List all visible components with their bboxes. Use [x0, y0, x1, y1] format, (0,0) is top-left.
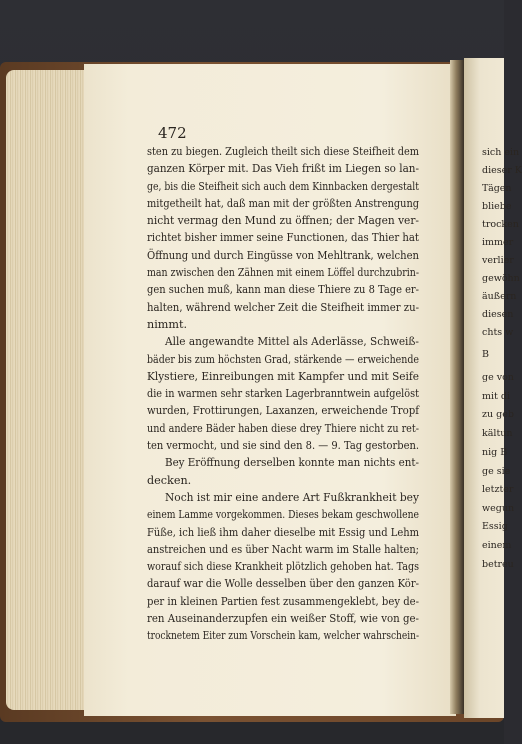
text-line: darauf war die Wolle desselben über den ganzen Kör- [147, 577, 419, 591]
right-page-fragment: immer [482, 237, 514, 248]
text-line: und andere Bäder haben diese drey Thiere nicht zu ret- [147, 421, 419, 435]
right-page-fragment: verlier [482, 255, 514, 266]
text-line: Klystiere, Einreibungen mit Kampfer und mit Seife [147, 369, 419, 383]
text-line: Füße, ich ließ ihm daher dieselbe mit Essig und Lehm [147, 525, 419, 539]
right-page-fragment: äußern [482, 291, 517, 302]
right-page-fragment: letzter [482, 484, 514, 495]
text-line: anstreichen und es über Nacht warm im Stalle halten; [147, 542, 419, 556]
body-text [147, 143, 419, 645]
text-line: ten vermocht, und sie sind den 8. — 9. Tag gestorben. [147, 439, 419, 453]
right-page-fragment: Tägen [482, 183, 512, 194]
text-line: gen suchen muß, kann man diese Thiere zu 8 Tage er- [147, 283, 419, 297]
text-line: decken. [147, 473, 192, 487]
text-line: ge, bis die Steifheit sich auch dem Kinnbacken dergestalt [147, 179, 419, 193]
right-page-fragment: betreu [482, 559, 514, 570]
right-page-fragment: B [482, 349, 489, 360]
text-line: richtet bisher immer seine Functionen, das Thier hat [147, 231, 419, 245]
text-line: Bey Eröffnung derselben konnte man nichts ent- [165, 456, 419, 470]
right-page-fragment: mit di [482, 391, 511, 402]
text-line: sten zu biegen. Zugleich theilt sich diese Steifheit dem [147, 145, 419, 158]
right-page-fragment: chts w [482, 327, 514, 338]
right-page-fragment: zu geb [482, 409, 514, 420]
text-line: die in warmen sehr starken Lagerbranntwein aufgelöst [147, 387, 419, 401]
text-line: ren Auseinanderzupfen ein weißer Stoff, wie von ge- [147, 612, 419, 626]
text-line: ganzen Körper mit. Das Vieh frißt im Liegen so lan- [147, 162, 419, 176]
right-page-fragment: dieser K [482, 165, 522, 176]
right-page-fragment: gewöhn [482, 273, 520, 284]
text-line: mitgetheilt hat, daß man mit der größten Anstrengung [147, 196, 419, 210]
text-line: nimmt. [147, 317, 188, 331]
text-line: Noch ist mir eine andere Art Fußkrankheit bey [165, 490, 419, 504]
text-line: Öffnung und durch Eingüsse von Mehltrank, welchen [147, 248, 419, 262]
right-page-fragment: kältun [482, 428, 513, 439]
text-line: wurden, Frottirungen, Laxanzen, erweichende Tropf [147, 404, 419, 418]
right-page-fragment: einem [482, 540, 512, 551]
right-page-fragment: ge sie [482, 466, 511, 477]
right-page-fragment: nig B [482, 447, 508, 458]
right-page-fragment: sich ein [482, 147, 520, 158]
right-page-fragment: bliebe [482, 201, 512, 212]
text-line: man zwischen den Zähnen mit einem Löffel durchzubrin- [147, 266, 419, 280]
text-line: nicht vermag den Mund zu öffnen; der Magen ver- [147, 214, 419, 228]
right-page-fragment: trocken [482, 219, 519, 230]
right-page-fragment: ge von [482, 372, 514, 383]
right-page-fragment: Essig [482, 521, 508, 532]
page-edges [6, 70, 86, 710]
text-line: einem Lamme vorgekommen. Dieses bekam geschwollene [147, 508, 419, 522]
page-number: 472 [158, 124, 187, 142]
text-line: worauf sich diese Krankheit plötzlich gehoben hat. Tags [147, 560, 419, 574]
book-gutter [450, 60, 464, 714]
right-page-fragment: diesen [482, 309, 514, 320]
text-line: halten, während welcher Zeit die Steifheit immer zu- [147, 300, 419, 314]
text-line: trocknetem Eiter zum Vorschein kam, welcher wahrschein- [147, 629, 419, 643]
right-page-fragment: wegun [482, 503, 515, 514]
text-line: per in kleinen Partien fest zusammengeklebt, bey de- [147, 594, 419, 608]
text-line: bäder bis zum höchsten Grad, stärkende — erweichende [147, 352, 419, 366]
text-line: Alle angewandte Mittel als Aderlässe, Schweiß- [165, 335, 419, 349]
